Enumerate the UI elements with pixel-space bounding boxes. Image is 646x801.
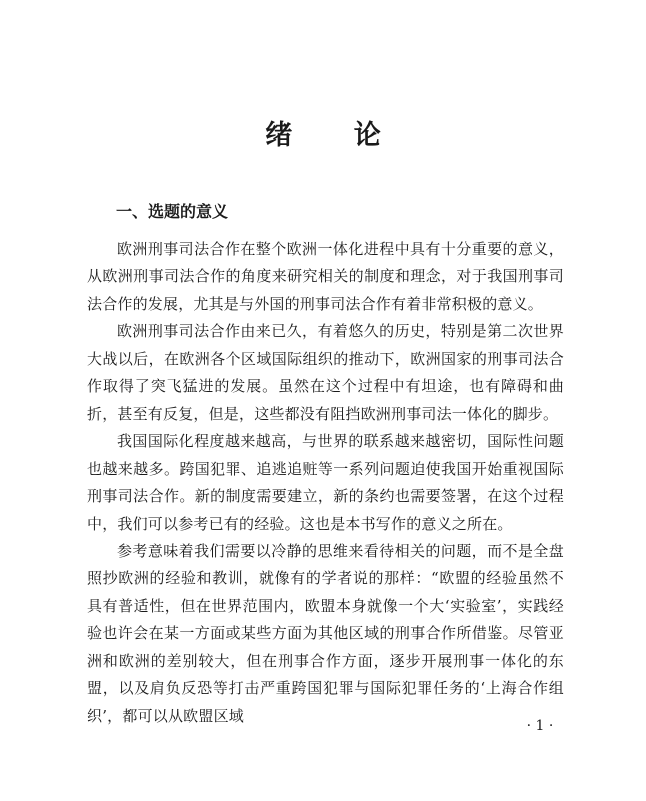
paragraph-2: 欧洲刑事司法合作由来已久，有着悠久的历史，特别是第二次世界大战以后，在欧洲各个区域国际组织的推动下，欧洲国家的刑事司法合作取得了突飞猛进的发展。虽然在这个过程中有坦途，也有障碍和曲折，甚至有反复，但是，这些都没有阻挡欧洲刑事司法一体化的脚步。 <box>87 322 564 423</box>
paragraph-3: 我国国际化程度越来越高，与世界的联系越来越密切，国际性问题也越来越多。跨国犯罪、追逃追赃等一系列问题迫使我国开始重视国际刑事司法合作。新的制度需要建立，新的条约也需要签署，在这个过程中，我们可以参考已有的经验。这也是本书写作的意义之所在。 <box>87 432 564 533</box>
chapter-title: 绪 论 <box>265 120 407 151</box>
paragraph-4: 参考意味着我们需要以冷静的思维来看待相关的问题，而不是全盘照抄欧洲的经验和教训，就像有的学者说的那样：“欧盟的经验虽然不具有普适性，但在世界范围内，欧盟本身就像一个大‘实验室’，实践经验也许会在某一方面或某些方面为其他区域的刑事合作所借鉴。尽管亚洲和欧洲的差别较大，但在刑事合作方面，逐步开展刑事一体化的东盟，以及肩负反恐等打击严重跨国犯罪与国际犯罪任务的‘上海合作组织’，都可以从欧盟区域 <box>87 541 564 725</box>
page-number: · 1 · <box>526 718 554 734</box>
paragraph-1: 欧洲刑事司法合作在整个欧洲一体化进程中具有十分重要的意义，从欧洲刑事司法合作的角度来研究相关的制度和理念，对于我国刑事司法合作的发展，尤其是与外国的刑事司法合作有着非常积极的意义。 <box>87 240 564 313</box>
body-text <box>87 236 564 730</box>
section-heading: 一、选题的意义 <box>116 202 229 221</box>
